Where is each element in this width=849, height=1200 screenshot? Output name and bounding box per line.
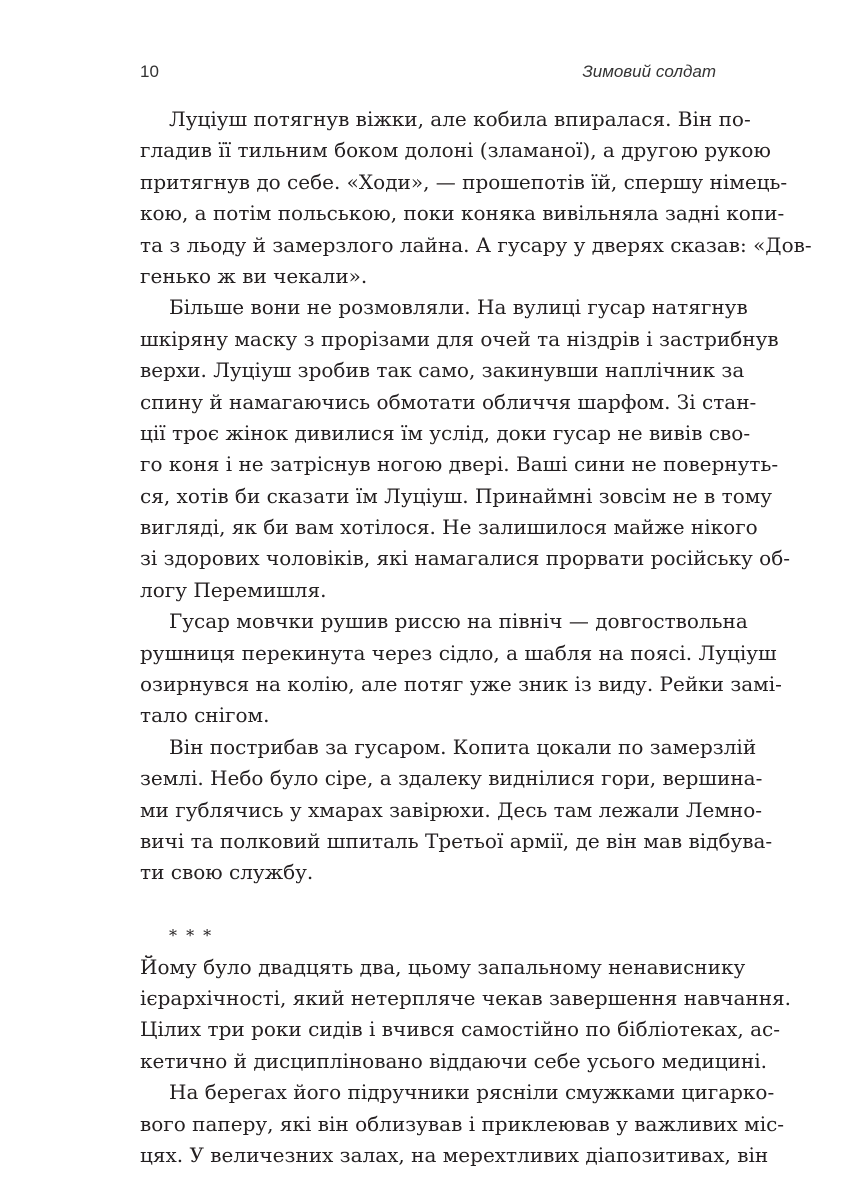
section-gap — [140, 889, 716, 920]
text-section-1 — [140, 104, 812, 889]
section-separator: * * * — [169, 926, 214, 946]
text-line: землі. Небо було сіре, а здалеку виднілися гори, вершина- — [140, 766, 763, 791]
text-line: та з льоду й замерзлого лайна. А гусару у дверях сказав: «Дов- — [140, 232, 812, 257]
running-title: Зимовий солдат — [582, 62, 716, 81]
text-line: притягнув до себе. «Ходи», — прошепотів їй, спершу німець- — [140, 169, 788, 194]
text-line: генько ж ви чекали». — [140, 263, 368, 288]
text-line: кою, а потім польською, поки коняка вивільняла задні копи- — [140, 201, 785, 226]
text-line: ції троє жінок дивилися їм услід, доки гусар не вивів сво- — [140, 420, 751, 445]
text-line: кетично й дисципліновано віддаючи себе усього медицині. — [140, 1048, 768, 1073]
text-line: ми гублячись у хмарах завірюхи. Десь там лежали Лемно- — [140, 797, 763, 822]
text-line: спину й намагаючись обмотати обличчя шарфом. Зі стан- — [140, 389, 757, 414]
body-text — [140, 104, 812, 1171]
text-line: гладив її тильним боком долоні (зламаної), а другою рукою — [140, 138, 771, 163]
text-line: озирнувся на колію, але потяг уже зник із виду. Рейки замі- — [140, 672, 782, 697]
text-line: цях. У величезних залах, на мерехтливих діапозитивах, він — [140, 1142, 769, 1167]
text-line: ся, хотів би сказати їм Луціуш. Принаймні зовсім не в тому — [140, 483, 773, 508]
page-number: 10 — [140, 62, 159, 81]
text-line: Гусар мовчки рушив риссю на північ — довгоствольна — [169, 609, 748, 634]
text-line: На берегах його підручники рясніли смужками цигарко- — [169, 1080, 775, 1105]
text-line: Цілих три роки сидів і вчився самостійно по бібліотеках, ас- — [140, 1017, 780, 1042]
text-line: зі здорових чоловіків, які намагалися прорвати російську об- — [140, 546, 790, 571]
text-section-2 — [140, 952, 792, 1172]
text-line: Він пострибав за гусаром. Копита цокали по замерзлій — [169, 734, 757, 759]
text-line: вичі та полковий шпиталь Третьої армії, де він мав відбува- — [140, 828, 773, 853]
text-line: ти свою службу. — [140, 860, 314, 885]
text-line: шкіряну маску з прорізами для очей та ніздрів і застрибнув — [140, 326, 779, 351]
text-line: го коня і не затріснув ногою двері. Ваші сини не повернуть- — [140, 452, 779, 477]
text-line: Йому було двадцять два, цьому запальному ненависнику — [140, 954, 746, 979]
text-line: логу Перемишля. — [140, 577, 327, 602]
text-line: Луціуш потягнув віжки, але кобила впиралася. Він по- — [169, 107, 751, 131]
text-line: верхи. Луціуш зробив так само, закинувши наплічник за — [140, 358, 745, 383]
text-line: вого паперу, які він облизував і приклеював у важливих міс- — [140, 1111, 785, 1136]
text-line: тало снігом. — [140, 703, 270, 728]
text-line: Більше вони не розмовляли. На вулиці гусар натягнув — [169, 295, 748, 320]
text-line: рушниця перекинута через сідло, а шабля на поясі. Луціуш — [140, 640, 777, 665]
text-line: ієрархічності, який нетерпляче чекав завершення навчання. — [140, 985, 792, 1010]
text-line: вигляді, як би вам хотілося. Не залишилося майже нікого — [140, 515, 758, 540]
page-header — [140, 62, 716, 86]
